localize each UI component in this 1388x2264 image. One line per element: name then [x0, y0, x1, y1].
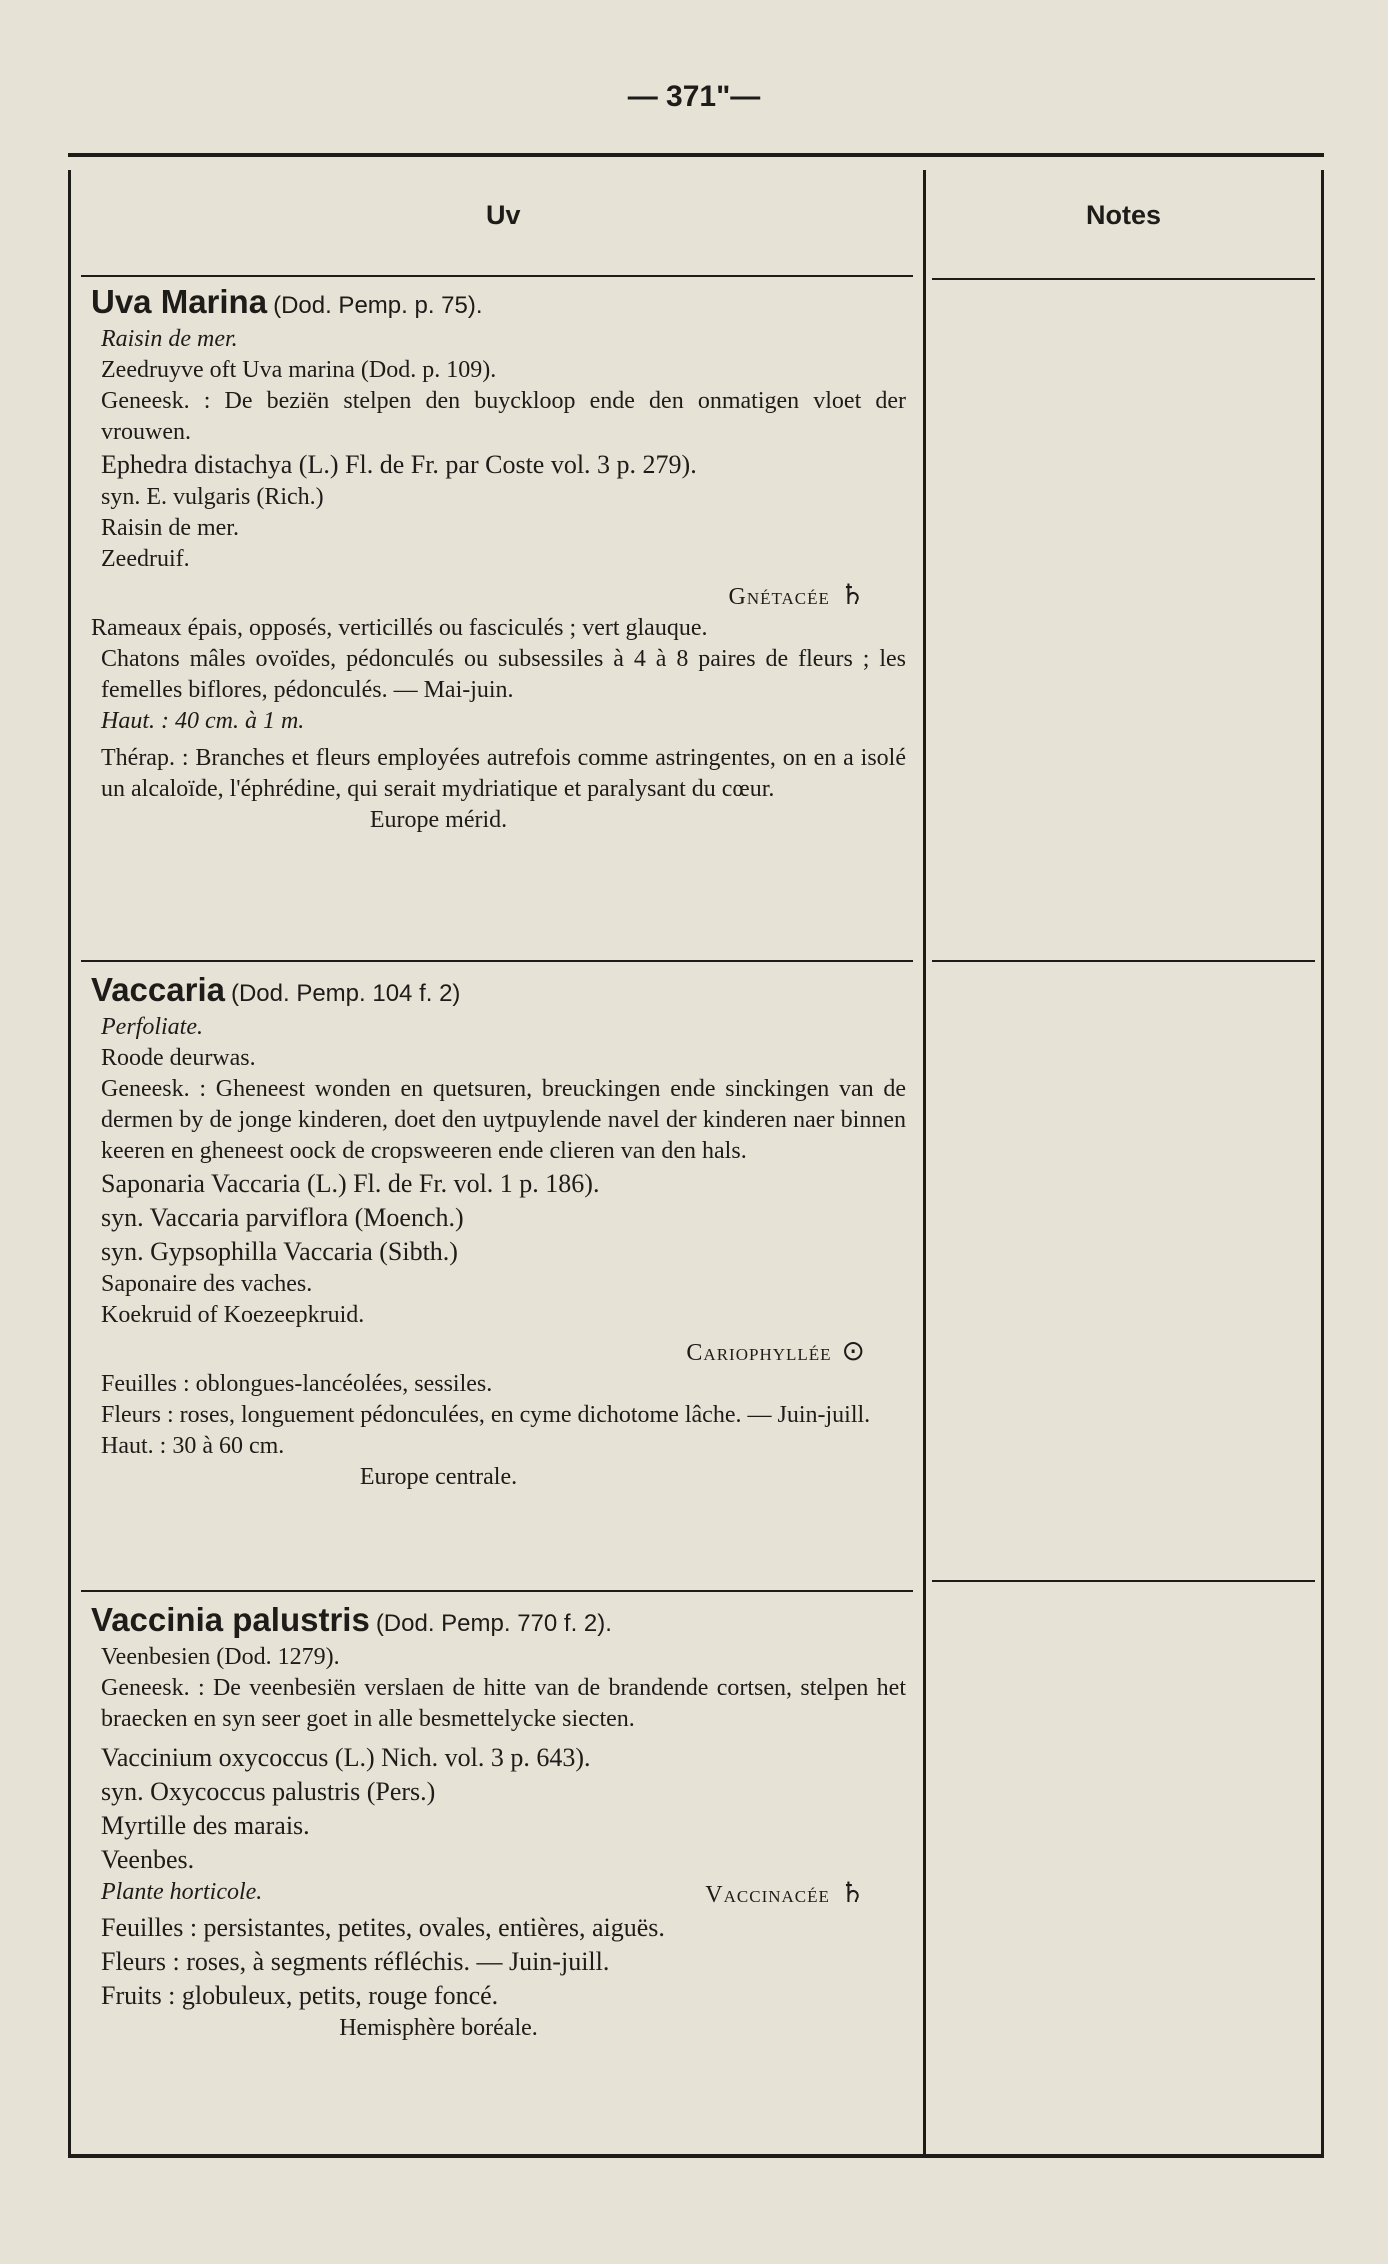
entry-desc: Fleurs : roses, à segments réfléchis. — Juin-juill.	[101, 1947, 610, 1976]
uv-header: Uv	[486, 200, 521, 230]
entry-line: Ephedra distachya (L.) Fl. de Fr. par Coste vol. 3 p. 279).	[101, 450, 697, 479]
notes-divider	[932, 1580, 1315, 1582]
entry-line: syn. Gypsophilla Vaccaria (Sibth.)	[101, 1237, 458, 1266]
notes-column	[926, 170, 1321, 2154]
entry-desc: Fleurs : roses, longuement pédonculées, en cyme dichotome lâche. — Juin-juill.	[101, 1402, 871, 1428]
entry-desc: Thérap. : Branches et fleurs employées autrefois comme astringentes, on en a isolé un alcaloïde, l'éphrédine, qui serait mydriatique et paralysant du cœur.	[101, 745, 906, 802]
entry-desc: Haut. : 30 à 60 cm.	[101, 1433, 285, 1459]
entry-line: Zeedruyve oft Uva marina (Dod. p. 109).	[101, 357, 497, 383]
entry-line: syn. E. vulgaris (Rich.)	[101, 484, 324, 510]
entry-line: Vaccinium oxycoccus (L.) Nich. vol. 3 p. 643).	[101, 1743, 591, 1772]
entry-line: Veenbesien (Dod. 1279).	[101, 1644, 340, 1670]
entry-note: Plante horticole.	[101, 1879, 263, 1905]
family-name: Gnétacée	[728, 584, 830, 610]
entry-line: syn. Vaccaria parviflora (Moench.)	[101, 1203, 464, 1232]
entry-line: Roode deurwas.	[101, 1045, 256, 1071]
entry-line: Zeedruif.	[101, 546, 190, 572]
entry-line: Veenbes.	[101, 1845, 195, 1874]
entry-line: Myrtille des marais.	[101, 1811, 310, 1840]
entry-divider	[81, 1590, 913, 1592]
entry-region: Europe centrale.	[359, 1464, 518, 1490]
perennial-symbol-icon: ♄	[839, 578, 866, 611]
entry-line: Geneesk. : De veenbesiën verslaen de hitte van de brandende cortsen, stelpen het braecken en syn seer goet in alle besmettelycke siecten.	[101, 1675, 906, 1732]
notes-divider	[932, 278, 1315, 280]
family-name: Vaccinacée	[705, 1882, 830, 1908]
entry-uva-marina	[91, 280, 906, 836]
entry-title: Uva Marina	[91, 283, 268, 320]
page-number: — 371ʺ—	[627, 80, 761, 113]
entry-line: Raisin de mer.	[101, 326, 238, 352]
entry-desc: Feuilles : oblongues-lancéolées, sessiles.	[101, 1371, 493, 1397]
entry-title: Vaccaria	[91, 971, 225, 1008]
entry-line: Raisin de mer.	[101, 515, 239, 541]
entry-divider	[81, 960, 913, 962]
entry-ref: (Dod. Pemp. 104 f. 2)	[230, 980, 461, 1007]
entry-title: Vaccinia palustris	[91, 1601, 370, 1638]
entry-line: Saponaria Vaccaria (L.) Fl. de Fr. vol. 1 p. 186).	[101, 1169, 600, 1198]
entry-desc: Chatons mâles ovoïdes, pédonculés ou subsessiles à 4 à 8 paires de fleurs ; les femelles biflores, pédonculés. — Mai-juin.	[101, 646, 906, 703]
entry-ref: (Dod. Pemp. 770 f. 2).	[375, 1610, 612, 1637]
herbal-table	[68, 170, 1324, 2158]
header-divider	[81, 275, 913, 277]
entry-region: Europe mérid.	[369, 807, 508, 833]
entry-desc: Feuilles : persistantes, petites, ovales, entières, aiguës.	[101, 1913, 665, 1942]
entry-line: Saponaire des vaches.	[101, 1271, 313, 1297]
perennial-symbol-icon: ♄	[839, 1876, 866, 1909]
entry-line: Geneesk. : Gheneest wonden en quetsuren, breuckingen ende sinckingen van de dermen by de jonge kinderen, doet den uytpuylende navel der kinderen naer binnen keeren en gheneest oock de cropsweeren ende clieren van den hals.	[101, 1076, 906, 1164]
notes-header: Notes	[1086, 200, 1162, 230]
family-name: Cariophyllée	[686, 1340, 832, 1366]
entry-region: Hemisphère boréale.	[339, 2015, 538, 2041]
entry-desc: Rameaux épais, opposés, verticillés ou fasciculés ; vert glauque.	[91, 615, 708, 641]
entry-line: Koekruid of Koezeepkruid.	[101, 1302, 365, 1328]
notes-divider	[932, 960, 1315, 962]
entry-line: Perfoliate.	[101, 1014, 203, 1040]
entry-vaccaria	[91, 968, 906, 1493]
entry-desc: Fruits : globuleux, petits, rouge foncé.	[101, 1981, 499, 2010]
entry-vaccinia-palustris	[91, 1598, 906, 2044]
top-rule	[68, 153, 1324, 157]
uv-column	[71, 170, 923, 2154]
entry-desc: Haut. : 40 cm. à 1 m.	[101, 708, 305, 734]
annual-symbol-icon: ⊙	[841, 1334, 866, 1367]
entry-ref: (Dod. Pemp. p. 75).	[273, 292, 483, 319]
entry-line: Geneesk. : De beziën stelpen den buyckloop ende den onmatigen vloet der vrouwen.	[101, 388, 906, 445]
entry-line: syn. Oxycoccus palustris (Pers.)	[101, 1777, 436, 1806]
